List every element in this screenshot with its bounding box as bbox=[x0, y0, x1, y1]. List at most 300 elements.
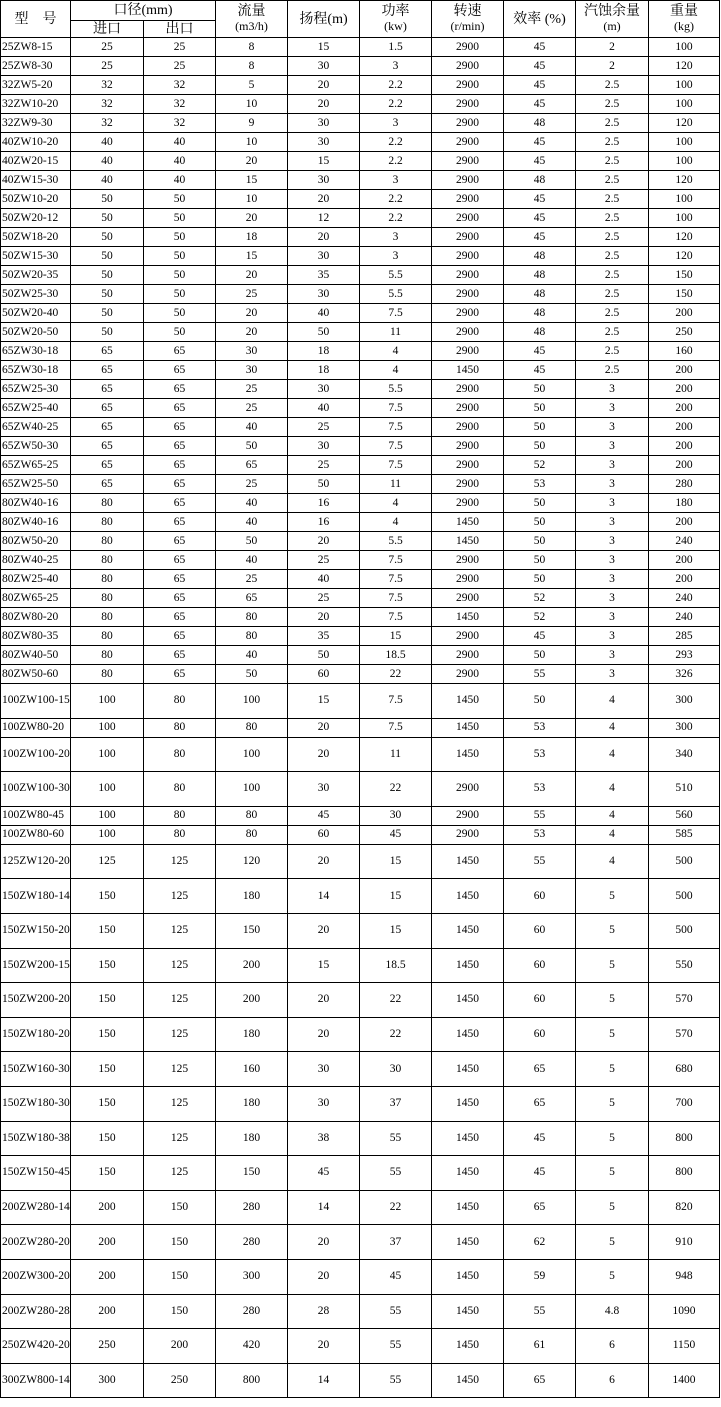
cell-efficiency: 50 bbox=[504, 513, 576, 532]
cell-npsh: 3 bbox=[576, 589, 649, 608]
cell-power: 7.5 bbox=[360, 608, 432, 627]
cell-speed: 2900 bbox=[432, 209, 504, 228]
cell-weight: 560 bbox=[649, 806, 720, 825]
cell-weight: 200 bbox=[649, 304, 720, 323]
table-row bbox=[1, 806, 720, 825]
cell-head: 15 bbox=[288, 38, 360, 57]
cell-outlet: 32 bbox=[144, 95, 216, 114]
cell-head: 35 bbox=[288, 627, 360, 646]
header-npsh-unit: (m) bbox=[603, 19, 621, 33]
cell-power: 30 bbox=[360, 806, 432, 825]
cell-head: 30 bbox=[288, 247, 360, 266]
cell-inlet: 200 bbox=[71, 1225, 144, 1260]
cell-model: 65ZW25-50 bbox=[1, 475, 71, 494]
header-flow-unit: (m3/h) bbox=[235, 19, 268, 33]
cell-inlet: 80 bbox=[71, 665, 144, 684]
cell-npsh: 5 bbox=[576, 1052, 649, 1087]
cell-efficiency: 45 bbox=[504, 38, 576, 57]
cell-speed: 1450 bbox=[432, 361, 504, 380]
cell-npsh: 5 bbox=[576, 879, 649, 914]
cell-speed: 1450 bbox=[432, 1017, 504, 1052]
cell-head: 18 bbox=[288, 361, 360, 380]
header-inlet: 进口 bbox=[71, 21, 144, 38]
cell-speed: 2900 bbox=[432, 114, 504, 133]
cell-power: 11 bbox=[360, 475, 432, 494]
cell-head: 20 bbox=[288, 913, 360, 948]
cell-flow: 15 bbox=[216, 247, 288, 266]
cell-model: 50ZW18-20 bbox=[1, 228, 71, 247]
cell-weight: 200 bbox=[649, 551, 720, 570]
cell-weight: 150 bbox=[649, 285, 720, 304]
cell-outlet: 125 bbox=[144, 844, 216, 879]
cell-efficiency: 45 bbox=[504, 228, 576, 247]
cell-efficiency: 50 bbox=[504, 684, 576, 719]
cell-speed: 2900 bbox=[432, 437, 504, 456]
cell-flow: 20 bbox=[216, 323, 288, 342]
cell-inlet: 80 bbox=[71, 608, 144, 627]
cell-outlet: 80 bbox=[144, 825, 216, 844]
cell-outlet: 50 bbox=[144, 304, 216, 323]
cell-inlet: 100 bbox=[71, 825, 144, 844]
cell-inlet: 50 bbox=[71, 228, 144, 247]
cell-speed: 1450 bbox=[432, 718, 504, 737]
header-efficiency: 效率 (%) bbox=[504, 1, 576, 38]
cell-power: 22 bbox=[360, 1190, 432, 1225]
cell-efficiency: 53 bbox=[504, 718, 576, 737]
cell-weight: 800 bbox=[649, 1121, 720, 1156]
cell-flow: 420 bbox=[216, 1329, 288, 1364]
cell-inlet: 150 bbox=[71, 879, 144, 914]
cell-efficiency: 55 bbox=[504, 844, 576, 879]
cell-npsh: 6 bbox=[576, 1329, 649, 1364]
cell-weight: 820 bbox=[649, 1190, 720, 1225]
cell-npsh: 2.5 bbox=[576, 76, 649, 95]
cell-speed: 2900 bbox=[432, 806, 504, 825]
cell-inlet: 80 bbox=[71, 646, 144, 665]
cell-head: 12 bbox=[288, 209, 360, 228]
cell-inlet: 125 bbox=[71, 844, 144, 879]
cell-flow: 25 bbox=[216, 475, 288, 494]
cell-inlet: 250 bbox=[71, 1329, 144, 1364]
cell-model: 65ZW40-25 bbox=[1, 418, 71, 437]
table-row bbox=[1, 76, 720, 95]
header-speed-unit: (r/min) bbox=[450, 19, 485, 33]
cell-flow: 200 bbox=[216, 948, 288, 983]
cell-weight: 200 bbox=[649, 361, 720, 380]
cell-head: 16 bbox=[288, 494, 360, 513]
cell-npsh: 5 bbox=[576, 1156, 649, 1191]
cell-model: 50ZW25-30 bbox=[1, 285, 71, 304]
cell-efficiency: 53 bbox=[504, 772, 576, 807]
cell-weight: 200 bbox=[649, 570, 720, 589]
cell-flow: 180 bbox=[216, 1017, 288, 1052]
cell-weight: 200 bbox=[649, 380, 720, 399]
cell-head: 20 bbox=[288, 1329, 360, 1364]
cell-power: 22 bbox=[360, 1017, 432, 1052]
cell-power: 7.5 bbox=[360, 589, 432, 608]
cell-inlet: 65 bbox=[71, 361, 144, 380]
cell-npsh: 4 bbox=[576, 772, 649, 807]
cell-flow: 65 bbox=[216, 456, 288, 475]
table-row bbox=[1, 879, 720, 914]
cell-efficiency: 45 bbox=[504, 209, 576, 228]
cell-efficiency: 45 bbox=[504, 342, 576, 361]
cell-efficiency: 50 bbox=[504, 570, 576, 589]
cell-outlet: 125 bbox=[144, 879, 216, 914]
cell-efficiency: 45 bbox=[504, 152, 576, 171]
table-row bbox=[1, 114, 720, 133]
table-row bbox=[1, 913, 720, 948]
cell-flow: 25 bbox=[216, 570, 288, 589]
cell-efficiency: 45 bbox=[504, 95, 576, 114]
cell-model: 200ZW280-28 bbox=[1, 1294, 71, 1329]
cell-speed: 2900 bbox=[432, 95, 504, 114]
cell-outlet: 65 bbox=[144, 456, 216, 475]
cell-npsh: 3 bbox=[576, 456, 649, 475]
cell-weight: 585 bbox=[649, 825, 720, 844]
cell-head: 30 bbox=[288, 772, 360, 807]
cell-model: 80ZW50-20 bbox=[1, 532, 71, 551]
cell-speed: 1450 bbox=[432, 1259, 504, 1294]
cell-inlet: 65 bbox=[71, 380, 144, 399]
cell-flow: 40 bbox=[216, 494, 288, 513]
cell-outlet: 65 bbox=[144, 646, 216, 665]
cell-model: 80ZW40-16 bbox=[1, 513, 71, 532]
cell-head: 30 bbox=[288, 171, 360, 190]
cell-speed: 1450 bbox=[432, 1294, 504, 1329]
cell-power: 2.2 bbox=[360, 152, 432, 171]
cell-efficiency: 65 bbox=[504, 1190, 576, 1225]
cell-efficiency: 50 bbox=[504, 532, 576, 551]
cell-speed: 2900 bbox=[432, 825, 504, 844]
cell-model: 150ZW160-30 bbox=[1, 1052, 71, 1087]
cell-head: 18 bbox=[288, 342, 360, 361]
header-npsh: 汽蚀余量 (m) bbox=[576, 1, 649, 38]
table-row bbox=[1, 646, 720, 665]
table-row bbox=[1, 1121, 720, 1156]
table-row bbox=[1, 399, 720, 418]
cell-model: 100ZW80-45 bbox=[1, 806, 71, 825]
cell-outlet: 150 bbox=[144, 1225, 216, 1260]
cell-flow: 100 bbox=[216, 772, 288, 807]
cell-npsh: 3 bbox=[576, 399, 649, 418]
cell-outlet: 65 bbox=[144, 494, 216, 513]
table-row bbox=[1, 171, 720, 190]
cell-inlet: 32 bbox=[71, 95, 144, 114]
cell-inlet: 200 bbox=[71, 1190, 144, 1225]
cell-power: 7.5 bbox=[360, 399, 432, 418]
cell-head: 60 bbox=[288, 665, 360, 684]
cell-head: 50 bbox=[288, 323, 360, 342]
cell-flow: 160 bbox=[216, 1052, 288, 1087]
cell-weight: 700 bbox=[649, 1086, 720, 1121]
cell-weight: 200 bbox=[649, 513, 720, 532]
cell-outlet: 65 bbox=[144, 342, 216, 361]
table-body bbox=[1, 38, 720, 1398]
header-flow: 流量 (m3/h) bbox=[216, 1, 288, 38]
cell-model: 50ZW20-12 bbox=[1, 209, 71, 228]
cell-flow: 15 bbox=[216, 171, 288, 190]
cell-weight: 200 bbox=[649, 437, 720, 456]
cell-power: 1.5 bbox=[360, 38, 432, 57]
cell-head: 20 bbox=[288, 1017, 360, 1052]
table-row bbox=[1, 608, 720, 627]
cell-power: 2.2 bbox=[360, 209, 432, 228]
cell-power: 30 bbox=[360, 1052, 432, 1087]
cell-efficiency: 52 bbox=[504, 456, 576, 475]
cell-model: 80ZW65-25 bbox=[1, 589, 71, 608]
cell-inlet: 80 bbox=[71, 532, 144, 551]
table-row bbox=[1, 627, 720, 646]
table-row bbox=[1, 1052, 720, 1087]
cell-weight: 570 bbox=[649, 1017, 720, 1052]
cell-efficiency: 53 bbox=[504, 737, 576, 772]
cell-flow: 800 bbox=[216, 1363, 288, 1398]
cell-power: 2.2 bbox=[360, 133, 432, 152]
cell-inlet: 40 bbox=[71, 171, 144, 190]
cell-weight: 100 bbox=[649, 209, 720, 228]
table-row bbox=[1, 589, 720, 608]
cell-efficiency: 60 bbox=[504, 1017, 576, 1052]
cell-efficiency: 48 bbox=[504, 266, 576, 285]
cell-weight: 200 bbox=[649, 399, 720, 418]
cell-weight: 240 bbox=[649, 589, 720, 608]
cell-weight: 680 bbox=[649, 1052, 720, 1087]
cell-speed: 2900 bbox=[432, 570, 504, 589]
cell-inlet: 65 bbox=[71, 399, 144, 418]
cell-weight: 280 bbox=[649, 475, 720, 494]
cell-flow: 25 bbox=[216, 380, 288, 399]
cell-weight: 200 bbox=[649, 418, 720, 437]
cell-flow: 180 bbox=[216, 879, 288, 914]
cell-flow: 40 bbox=[216, 551, 288, 570]
cell-flow: 10 bbox=[216, 133, 288, 152]
cell-outlet: 25 bbox=[144, 57, 216, 76]
cell-model: 200ZW300-20 bbox=[1, 1259, 71, 1294]
cell-weight: 160 bbox=[649, 342, 720, 361]
table-row bbox=[1, 1017, 720, 1052]
cell-speed: 1450 bbox=[432, 1363, 504, 1398]
cell-head: 30 bbox=[288, 133, 360, 152]
cell-speed: 1450 bbox=[432, 1086, 504, 1121]
cell-speed: 2900 bbox=[432, 228, 504, 247]
table-row bbox=[1, 844, 720, 879]
cell-flow: 10 bbox=[216, 190, 288, 209]
cell-efficiency: 45 bbox=[504, 133, 576, 152]
cell-npsh: 4 bbox=[576, 737, 649, 772]
cell-npsh: 3 bbox=[576, 475, 649, 494]
cell-power: 22 bbox=[360, 665, 432, 684]
cell-efficiency: 50 bbox=[504, 494, 576, 513]
cell-model: 200ZW280-14 bbox=[1, 1190, 71, 1225]
cell-head: 38 bbox=[288, 1121, 360, 1156]
cell-model: 80ZW40-16 bbox=[1, 494, 71, 513]
cell-inlet: 80 bbox=[71, 627, 144, 646]
cell-speed: 2900 bbox=[432, 456, 504, 475]
cell-efficiency: 48 bbox=[504, 323, 576, 342]
cell-weight: 300 bbox=[649, 684, 720, 719]
cell-speed: 1450 bbox=[432, 844, 504, 879]
cell-weight: 1090 bbox=[649, 1294, 720, 1329]
cell-npsh: 4 bbox=[576, 844, 649, 879]
cell-inlet: 150 bbox=[71, 1017, 144, 1052]
table-row bbox=[1, 380, 720, 399]
cell-outlet: 65 bbox=[144, 627, 216, 646]
cell-model: 40ZW20-15 bbox=[1, 152, 71, 171]
cell-weight: 570 bbox=[649, 983, 720, 1018]
cell-power: 18.5 bbox=[360, 948, 432, 983]
cell-flow: 50 bbox=[216, 437, 288, 456]
cell-efficiency: 65 bbox=[504, 1363, 576, 1398]
cell-flow: 80 bbox=[216, 806, 288, 825]
cell-power: 55 bbox=[360, 1294, 432, 1329]
cell-speed: 1450 bbox=[432, 1190, 504, 1225]
cell-outlet: 125 bbox=[144, 1121, 216, 1156]
cell-outlet: 50 bbox=[144, 247, 216, 266]
cell-efficiency: 50 bbox=[504, 380, 576, 399]
cell-power: 3 bbox=[360, 171, 432, 190]
cell-model: 250ZW420-20 bbox=[1, 1329, 71, 1364]
cell-efficiency: 45 bbox=[504, 190, 576, 209]
cell-speed: 1450 bbox=[432, 879, 504, 914]
cell-outlet: 65 bbox=[144, 570, 216, 589]
cell-head: 20 bbox=[288, 983, 360, 1018]
cell-head: 20 bbox=[288, 1225, 360, 1260]
cell-outlet: 40 bbox=[144, 171, 216, 190]
cell-npsh: 2.5 bbox=[576, 171, 649, 190]
table-row bbox=[1, 38, 720, 57]
cell-inlet: 65 bbox=[71, 342, 144, 361]
cell-npsh: 3 bbox=[576, 646, 649, 665]
cell-model: 80ZW40-50 bbox=[1, 646, 71, 665]
cell-efficiency: 55 bbox=[504, 665, 576, 684]
cell-model: 50ZW20-40 bbox=[1, 304, 71, 323]
table-row bbox=[1, 1259, 720, 1294]
cell-speed: 1450 bbox=[432, 684, 504, 719]
cell-inlet: 100 bbox=[71, 806, 144, 825]
cell-model: 32ZW9-30 bbox=[1, 114, 71, 133]
cell-weight: 100 bbox=[649, 190, 720, 209]
cell-flow: 25 bbox=[216, 399, 288, 418]
cell-power: 5.5 bbox=[360, 380, 432, 399]
cell-model: 65ZW50-30 bbox=[1, 437, 71, 456]
cell-weight: 800 bbox=[649, 1156, 720, 1191]
cell-outlet: 25 bbox=[144, 38, 216, 57]
cell-inlet: 200 bbox=[71, 1294, 144, 1329]
cell-outlet: 65 bbox=[144, 418, 216, 437]
cell-efficiency: 45 bbox=[504, 361, 576, 380]
cell-model: 100ZW80-20 bbox=[1, 718, 71, 737]
cell-speed: 1450 bbox=[432, 948, 504, 983]
cell-weight: 150 bbox=[649, 266, 720, 285]
cell-outlet: 125 bbox=[144, 1052, 216, 1087]
cell-head: 30 bbox=[288, 57, 360, 76]
cell-speed: 2900 bbox=[432, 627, 504, 646]
cell-speed: 2900 bbox=[432, 323, 504, 342]
cell-flow: 30 bbox=[216, 361, 288, 380]
cell-outlet: 80 bbox=[144, 737, 216, 772]
cell-head: 20 bbox=[288, 1259, 360, 1294]
cell-npsh: 3 bbox=[576, 551, 649, 570]
cell-head: 60 bbox=[288, 825, 360, 844]
cell-outlet: 32 bbox=[144, 114, 216, 133]
cell-efficiency: 48 bbox=[504, 304, 576, 323]
cell-head: 14 bbox=[288, 1363, 360, 1398]
cell-npsh: 5 bbox=[576, 1190, 649, 1225]
cell-weight: 948 bbox=[649, 1259, 720, 1294]
table-row bbox=[1, 1156, 720, 1191]
cell-npsh: 3 bbox=[576, 494, 649, 513]
cell-model: 300ZW800-14 bbox=[1, 1363, 71, 1398]
cell-head: 20 bbox=[288, 95, 360, 114]
cell-outlet: 65 bbox=[144, 380, 216, 399]
cell-inlet: 200 bbox=[71, 1259, 144, 1294]
cell-speed: 1450 bbox=[432, 1121, 504, 1156]
cell-npsh: 2.5 bbox=[576, 361, 649, 380]
table-row bbox=[1, 247, 720, 266]
cell-efficiency: 60 bbox=[504, 879, 576, 914]
cell-head: 20 bbox=[288, 76, 360, 95]
cell-head: 50 bbox=[288, 475, 360, 494]
cell-head: 15 bbox=[288, 684, 360, 719]
cell-inlet: 50 bbox=[71, 209, 144, 228]
table-row bbox=[1, 323, 720, 342]
cell-model: 100ZW100-20 bbox=[1, 737, 71, 772]
cell-inlet: 150 bbox=[71, 1156, 144, 1191]
cell-weight: 100 bbox=[649, 95, 720, 114]
table-row bbox=[1, 665, 720, 684]
cell-flow: 180 bbox=[216, 1121, 288, 1156]
cell-weight: 120 bbox=[649, 228, 720, 247]
cell-speed: 2900 bbox=[432, 247, 504, 266]
table-row bbox=[1, 1086, 720, 1121]
cell-outlet: 80 bbox=[144, 718, 216, 737]
cell-speed: 1450 bbox=[432, 1052, 504, 1087]
cell-model: 65ZW65-25 bbox=[1, 456, 71, 475]
cell-weight: 100 bbox=[649, 133, 720, 152]
cell-outlet: 50 bbox=[144, 209, 216, 228]
cell-speed: 2900 bbox=[432, 646, 504, 665]
cell-head: 25 bbox=[288, 418, 360, 437]
cell-power: 7.5 bbox=[360, 684, 432, 719]
cell-npsh: 2.5 bbox=[576, 209, 649, 228]
cell-inlet: 150 bbox=[71, 1121, 144, 1156]
table-row bbox=[1, 304, 720, 323]
cell-outlet: 50 bbox=[144, 190, 216, 209]
table-row bbox=[1, 551, 720, 570]
cell-power: 22 bbox=[360, 983, 432, 1018]
cell-model: 50ZW20-35 bbox=[1, 266, 71, 285]
cell-flow: 18 bbox=[216, 228, 288, 247]
cell-model: 25ZW8-15 bbox=[1, 38, 71, 57]
cell-outlet: 65 bbox=[144, 513, 216, 532]
cell-inlet: 40 bbox=[71, 152, 144, 171]
cell-npsh: 3 bbox=[576, 532, 649, 551]
cell-outlet: 65 bbox=[144, 665, 216, 684]
cell-head: 15 bbox=[288, 948, 360, 983]
cell-head: 40 bbox=[288, 304, 360, 323]
cell-model: 80ZW40-25 bbox=[1, 551, 71, 570]
cell-speed: 2900 bbox=[432, 285, 504, 304]
cell-inlet: 150 bbox=[71, 913, 144, 948]
cell-npsh: 5 bbox=[576, 1121, 649, 1156]
cell-npsh: 3 bbox=[576, 608, 649, 627]
cell-model: 80ZW80-35 bbox=[1, 627, 71, 646]
cell-outlet: 65 bbox=[144, 437, 216, 456]
cell-inlet: 50 bbox=[71, 285, 144, 304]
cell-head: 50 bbox=[288, 646, 360, 665]
table-row bbox=[1, 825, 720, 844]
